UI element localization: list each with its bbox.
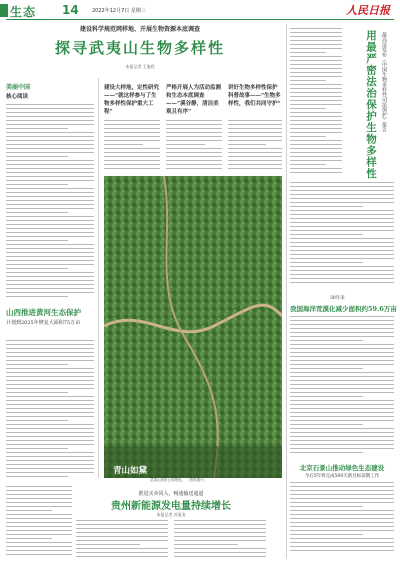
page-number: 14 — [62, 3, 79, 17]
mid-right-title: 我国海洋荒漠化减少面积约59.6万亩 — [290, 305, 397, 313]
lead-title: 探寻武夷山生物多样性 — [54, 39, 225, 57]
bottom-right-subtitle: 今后5年将完成500天新目标前期工作 — [304, 474, 380, 479]
bottom-story-text-b — [174, 520, 266, 558]
column-head-3: 讲好生物多样性保护科普故事——“生物多样性，我们共同守护” — [228, 85, 281, 107]
header-rule — [6, 19, 394, 20]
core-reading-label: 核心阅读 — [6, 94, 29, 100]
column-head-1: 建设大样地，定性研究——“就这样参与了生物多样性保护重大工程” — [104, 85, 160, 115]
lead-byline: 本报记者 王崟欣 — [125, 64, 155, 69]
forest-aerial-photo — [104, 176, 282, 478]
lead-kicker: 建设科学规范网样地、开展生物资源本底调查 — [79, 26, 200, 33]
column-divider — [98, 78, 99, 478]
bottom-story-byline: 本报记者 苏显龙 — [156, 512, 186, 517]
bottom-story-title: 贵州新能源发电量持续增长 — [111, 501, 231, 512]
photo-caption-title: 青山如黛 — [113, 466, 148, 476]
bottom-story-kicker: 推进买卖同入，畅通输送通道 — [138, 491, 204, 497]
masthead-logo: 人民日报 — [346, 4, 390, 17]
mid-right-kicker: 30年来 — [330, 296, 345, 301]
bottom-left-text — [6, 486, 72, 558]
column-1-text — [104, 120, 160, 172]
bottom-right-text — [290, 482, 394, 554]
section-tag: 美丽中国 — [6, 84, 31, 91]
bottom-story-text-a — [76, 520, 168, 558]
left-story-text — [6, 340, 94, 480]
left-body-text — [6, 104, 94, 300]
issue-date: 2022年12月7日 星期三 — [92, 8, 146, 14]
right-feature-text-b — [290, 182, 394, 288]
right-feature-subtitle: 最高法发布《中国生物多样性司法保护》报告 — [381, 32, 387, 132]
column-head-2: 严格开展人为活动监测和生态本底调查——“溪谷静，清洁美观且有序” — [166, 85, 222, 115]
right-feature-title: 用最严密法治保护生物多样性 — [365, 30, 377, 180]
photo-credit: 武夷山国家公园景色。 （资料图片） — [150, 478, 208, 482]
bottom-right-title: 北京石景山推动绿色生态建设 — [299, 464, 385, 472]
left-story-title: 山西推进黄河生态保护 — [6, 308, 81, 317]
section-color-block — [0, 4, 8, 17]
column-2-text — [166, 120, 222, 172]
column-divider-right — [286, 24, 287, 559]
left-story-subtitle: 计划到2025年修复大面积75万亩 — [6, 320, 81, 326]
column-3-text — [228, 120, 282, 172]
section-name: 生态 — [10, 5, 37, 19]
right-feature-text-a — [290, 28, 342, 178]
mid-right-text — [290, 316, 394, 458]
